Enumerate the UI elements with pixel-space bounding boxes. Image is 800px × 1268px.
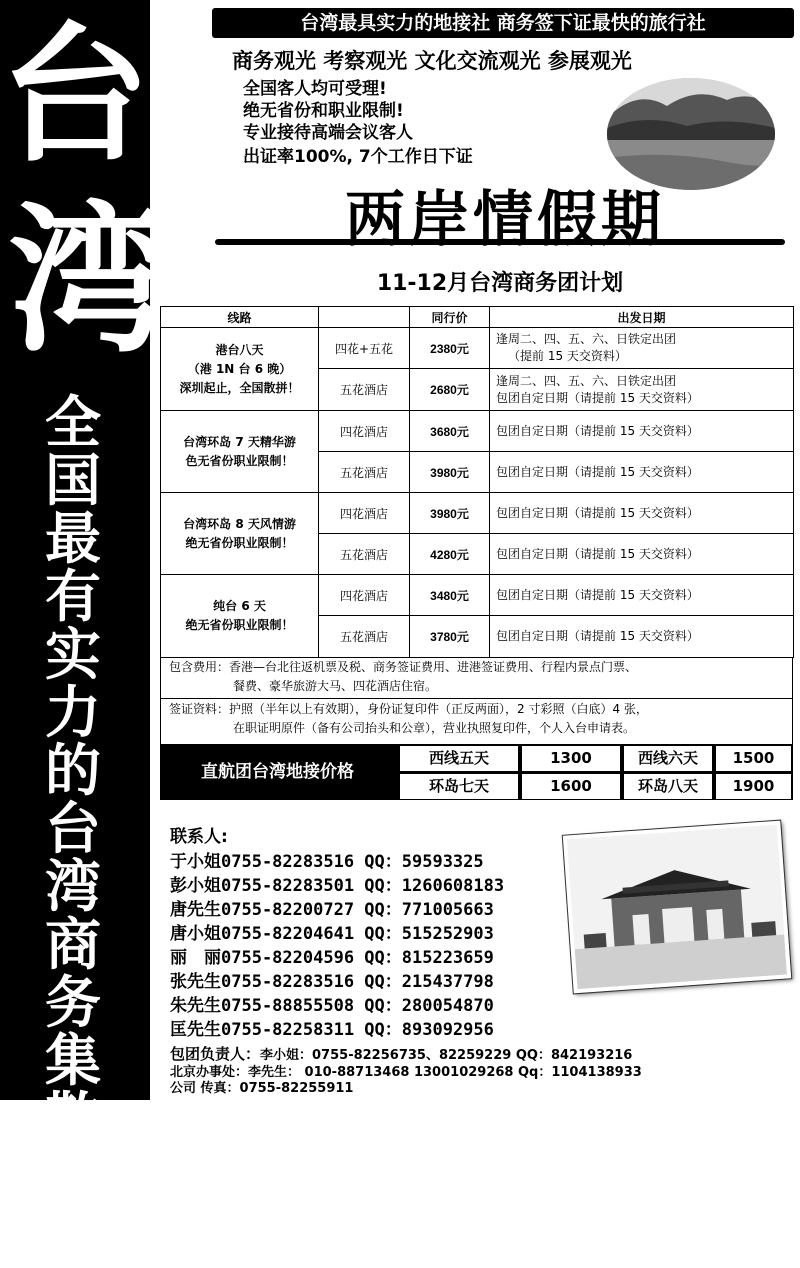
price-cell: 4280元 bbox=[410, 534, 490, 575]
contact-line: 于小姐0755-82283516 QQ：59593325 bbox=[170, 852, 484, 872]
contact-line: 彭小姐0755-82283501 QQ：1260608183 bbox=[170, 876, 505, 896]
date-cell: 包团自定日期（请提前 15 天交资料） bbox=[490, 575, 794, 616]
slogan-char: 散 bbox=[45, 1087, 101, 1152]
header-price: 同行价 bbox=[410, 307, 490, 328]
visa-line: 在职证明原件（备有公司抬头和公章），营业执照复印件，个人入台申请表。 bbox=[233, 721, 636, 735]
table-row bbox=[161, 493, 794, 534]
header-hotel bbox=[319, 307, 410, 328]
slogan-char: 中 bbox=[45, 1145, 101, 1210]
price-cell: 3780元 bbox=[410, 616, 490, 658]
price-cell: 2380元 bbox=[410, 328, 490, 369]
hotel-cell: 五花酒店 bbox=[319, 534, 410, 575]
slogan-char: 有 bbox=[45, 565, 101, 630]
route-line: 深圳起止，全国散拼！ bbox=[179, 380, 300, 395]
route-line: 台湾环岛 7 天精华游 bbox=[183, 434, 296, 449]
contact-line: 匡先生0755-82258311 QQ：893092956 bbox=[170, 1020, 494, 1040]
vertical-slogan bbox=[18, 391, 128, 1268]
route-line: 台湾环岛 8 天风情游 bbox=[183, 516, 296, 531]
date-cell: 包团自定日期（请提前 15 天交资料） bbox=[490, 493, 794, 534]
route-line: 绝无省份职业限制！ bbox=[185, 618, 294, 632]
hotel-cell: 四花酒店 bbox=[319, 575, 410, 616]
tour-types: 商务观光 考察观光 文化交流观光 参展观光 bbox=[232, 49, 632, 73]
fees-line: 餐费、豪华旅游大马、四花酒店住宿。 bbox=[233, 679, 438, 693]
beijing-office-info: 李先生： 010-88713468 13001029268 Qq：1104138933 bbox=[248, 1065, 642, 1080]
route-line: 绝无省份职业限制！ bbox=[185, 535, 294, 550]
contacts-label: 联系人: bbox=[170, 827, 228, 847]
visa-docs-box bbox=[160, 698, 793, 745]
slogan-char: 心 bbox=[45, 1203, 101, 1268]
date-line: 逢周二、四、五、六、日铁定出团 bbox=[496, 332, 677, 346]
included-fees-box bbox=[160, 658, 793, 699]
header-tagline: 台湾最具实力的地接社 商务签下证最快的旅行社 bbox=[212, 8, 794, 38]
beijing-office-label: 北京办事处： bbox=[170, 1065, 249, 1080]
hotel-cell: 五花酒店 bbox=[319, 452, 410, 493]
price-cell: 2680元 bbox=[410, 369, 490, 411]
price-cell: 3980元 bbox=[410, 452, 490, 493]
hotel-cell: 四花+五花 bbox=[319, 328, 410, 369]
lake-landscape-image bbox=[607, 78, 775, 190]
route-cell bbox=[161, 575, 319, 658]
table-row bbox=[161, 411, 794, 452]
feature-line: 绝无省份和职业限制! bbox=[243, 101, 404, 121]
hotel-cell: 四花酒店 bbox=[319, 411, 410, 452]
feature-line: 专业接待高端会议客人 bbox=[243, 123, 413, 143]
slogan-char: 台 bbox=[45, 797, 101, 862]
direct-title: 直航团台湾地接价格 bbox=[201, 762, 354, 782]
contact-line: 唐先生0755-82200727 QQ：771005663 bbox=[170, 900, 494, 920]
memorial-gate-photo bbox=[563, 821, 791, 994]
hotel-cell: 五花酒店 bbox=[319, 616, 410, 658]
slogan-char: 集 bbox=[45, 1029, 101, 1094]
date-line: （提前 15 天交资料） bbox=[508, 349, 627, 363]
direct-route-price: 1900 bbox=[716, 774, 791, 799]
contact-line: 丽 丽0755-82204596 QQ：815223659 bbox=[170, 948, 494, 968]
price-cell: 3980元 bbox=[410, 493, 490, 534]
date-line: 逢周二、四、五、六、日铁定出团 bbox=[496, 373, 677, 388]
hotel-cell: 五花酒店 bbox=[319, 369, 410, 411]
date-line: 包团自定日期（请提前 15 天交资料） bbox=[496, 390, 699, 405]
date-cell bbox=[490, 328, 794, 369]
company-fax-line: 公司 传真：0755-82255911 bbox=[170, 1081, 354, 1096]
feature-line: 出证率100%, 7个工作日下证 bbox=[243, 147, 473, 167]
headline-block bbox=[215, 185, 785, 255]
lake-photo bbox=[607, 78, 775, 190]
feature-line: 全国客人均可受理! bbox=[243, 79, 387, 99]
direct-route-name: 环岛七天 bbox=[400, 774, 518, 799]
direct-route-price: 1300 bbox=[522, 746, 620, 771]
big-char-wan: 湾 bbox=[7, 186, 168, 374]
fees-line: 包含费用：香港—台北往返机票及税、商务签证费用、进港签证费用、行程内景点门票、 bbox=[169, 660, 638, 674]
direct-route-price: 1600 bbox=[522, 774, 620, 799]
table-row bbox=[161, 328, 794, 369]
group-contact-info: 李小姐：0755-82256735、82259229 QQ：842193216 bbox=[260, 1048, 633, 1063]
slogan-char: 力 bbox=[45, 681, 101, 746]
slogan-char: 湾 bbox=[45, 855, 101, 920]
route-cell bbox=[161, 411, 319, 493]
direct-route-name: 西线五天 bbox=[400, 746, 518, 771]
route-cell bbox=[161, 328, 319, 411]
slogan-char: 最 bbox=[45, 507, 101, 572]
plan-title: 11-12月台湾商务团计划 bbox=[376, 271, 624, 296]
route-line: （港 1N 台 6 晚） bbox=[187, 361, 292, 376]
slogan-char: 实 bbox=[45, 623, 101, 688]
direct-flight-prices bbox=[160, 744, 793, 800]
route-line: 色无省份职业限制！ bbox=[185, 453, 294, 468]
route-cell bbox=[161, 493, 319, 575]
slogan-char: 务 bbox=[45, 971, 101, 1036]
route-line: 港台八天 bbox=[215, 342, 264, 357]
contact-line: 张先生0755-82283516 QQ：215437798 bbox=[170, 972, 494, 992]
visa-line: 签证资料：护照（半年以上有效期），身份证复印件（正反两面），2 寸彩照（白底）4 张， bbox=[169, 702, 648, 716]
group-contact-label: 包团负责人： bbox=[170, 1045, 261, 1063]
big-char-tai: 台 bbox=[0, 7, 150, 183]
slogan-char: 国 bbox=[45, 449, 101, 514]
header-dates: 出发日期 bbox=[490, 307, 794, 328]
headline: 两岸情假期 bbox=[345, 185, 665, 255]
slogan-char: 全 bbox=[45, 391, 101, 456]
date-cell: 包团自定日期（请提前 15 天交资料） bbox=[490, 452, 794, 493]
contact-line: 唐小姐0755-82204641 QQ：515252903 bbox=[170, 924, 494, 944]
date-cell: 包团自定日期（请提前 15 天交资料） bbox=[490, 411, 794, 452]
route-line: 纯台 6 天 bbox=[213, 599, 266, 613]
header-route: 线路 bbox=[161, 307, 319, 328]
gate-image bbox=[567, 825, 787, 989]
slogan-char: 商 bbox=[45, 913, 101, 978]
table-header-row bbox=[161, 307, 794, 328]
date-cell: 包团自定日期（请提前 15 天交资料） bbox=[490, 616, 794, 658]
price-cell: 3480元 bbox=[410, 575, 490, 616]
date-cell: 包团自定日期（请提前 15 天交资料） bbox=[490, 534, 794, 575]
price-cell: 3680元 bbox=[410, 411, 490, 452]
direct-route-name: 西线六天 bbox=[624, 746, 712, 771]
direct-route-price: 1500 bbox=[716, 746, 791, 771]
direct-route-name: 环岛八天 bbox=[624, 774, 712, 799]
date-cell bbox=[490, 369, 794, 411]
route-price-table bbox=[160, 306, 794, 658]
table-row bbox=[161, 575, 794, 616]
hotel-cell: 四花酒店 bbox=[319, 493, 410, 534]
contact-line: 朱先生0755-88855508 QQ：280054870 bbox=[170, 996, 494, 1016]
slogan-char: 的 bbox=[45, 739, 101, 804]
